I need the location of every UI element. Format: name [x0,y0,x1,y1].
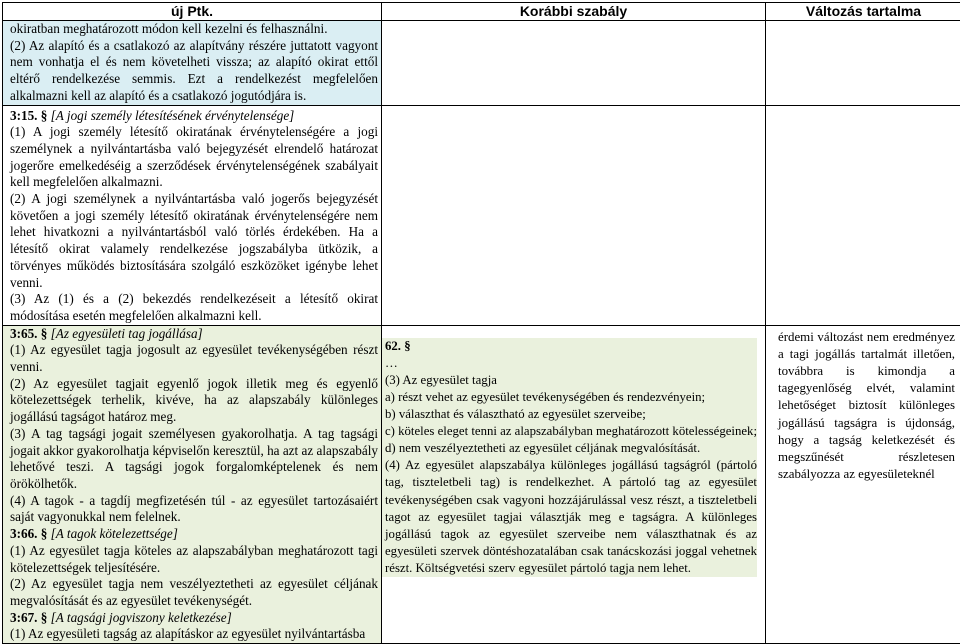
block1-para: (2) Az alapító és a csatlakozó az alapítvány részére juttatott vagyont nem vonhatja el és nem követelheti vissza; az alapító okirat ettől eltérő rendelkezése semmis. Ezt a rendelkezést megfelelően alkalmazni kell az alapító és a csatlakozó jogutódjára is. [10,38,378,105]
block1-para: okiratban meghatározott módon kell kezelni és felhasználni. [10,21,378,38]
block3-para: (1) Az egyesületi tagság az alapításkor az egyesület nyilvántartásba [10,626,378,643]
old-rule-para: b) választhat és választható az egyesület szerveibe; [385,406,757,423]
block2-para: (2) A jogi személynek a nyilvántartásba való jogerős bejegyzését követően a jogi személy létesítő okiratának érvénytelenségére nem lehet hivatkozni a nyilvántartásból való törlés érdekében. Ha a létesítő okirat valamely rendelkezése jogszabályba ütközik, a törvényes működés biztosítására szolgáló eszközöket igénybe lehet venni. [10,191,378,291]
change-cell-block1 [766,21,960,106]
section-heading [10,326,378,343]
block3-para: (1) Az egyesület tagja köteles az alapszabályban meghatározott tagi kötelezettségek teljesítésére. [10,543,378,576]
section-number: 3:67. § [10,610,47,625]
section-heading [10,526,378,543]
old-rule-para: d) nem veszélyeztetheti az egyesület céljának megvalósítását. [385,440,757,457]
block3-para: (4) A tagok - a tagdíj megfizetésén túl - az egyesület tartozásaiért saját vagyonukkal nem felelnek. [10,493,378,526]
block1-text [3,21,381,105]
header-change-content: Változás tartalma [766,3,960,21]
old-rule-para: (3) Az egyesület tagja [385,372,757,389]
section-heading [10,108,378,125]
row-block2 [3,105,960,325]
section-number: 3:65. § [10,326,47,341]
block2-para: (1) A jogi személy létesítő okiratának érvénytelenségére a jogi személynek a nyilvántartásba való bejegyzését elrendelő határozat jogerőre emelkedéséig a szerződések érvénytelenségének szabályait kell megfelelően alkalmazni. [10,124,378,191]
comparison-table [2,2,960,644]
new-ptk-cell-block3 [3,325,382,643]
block3-para: (3) A tag tagsági jogait személyesen gyakorolhatja. A tag tagsági jogait akkor gyakorolhatja képviselőn keresztül, ha azt az alapszabály lehetővé teszi. A tagsági jogok forgalomképtelenek és nem örökölhetők. [10,426,378,493]
change-text: érdemi változást nem eredményez a tagi jogállás tartalmát illetően, továbbra is kimondja a tagegyenlőség elvét, valamint lehetőséget biztosít különleges jogállású tagságra is újdonság, hogy a tagság keletkezését és megszűnését részletesen szabályozza az egyesületeknél [778,329,955,484]
block3-para: (1) Az egyesület tagja jogosult az egyesület tevékenységében részt venni. [10,342,378,375]
old-rule-text [382,338,757,577]
old-rule-para: (4) Az egyesület alapszabálya különleges jogállású tagságról (pártoló tag, tiszteletbeli tag) is rendelkezhet. A pártoló tag az egyesület tevékenységében csak vagyoni hozzájárulással vesz részt, a tiszteletbeli tagot az egyesület tagjai választják meg e tagságra. A különleges jogállású tagok az egyesület szerveibe nem választhatnak és az egyesületi szervek döntéshozatalában csak tanácskozási joggal vehetnek részt. Költségvetési szerv egyesület pártoló tagja nem lehet. [385,457,757,577]
row-block1 [3,21,960,106]
section-title: [Az egyesületi tag jogállása] [51,326,203,341]
header-row [3,3,960,21]
section-title: [A tagok kötelezettsége] [51,526,178,541]
section-title: [A tagsági jogviszony keletkezése] [51,610,232,625]
old-section-number: 62. § [385,338,757,355]
section-heading [10,610,378,627]
change-cell-block3 [766,325,960,643]
old-rule-cell-block1 [382,21,766,106]
row-block3 [3,325,960,643]
change-description [766,326,960,484]
old-rule-para: … [385,355,757,372]
new-ptk-cell-block1 [3,21,382,106]
block3-para: (2) Az egyesület tagjait egyenlő jogok illetik meg és egyenlő kötelezettségek terhelik, kivéve, ha az alapszabály különleges jogállású tagságot határoz meg. [10,376,378,426]
block2-para: (3) Az (1) és a (2) bekezdés rendelkezéseit a létesítő okirat módosítása esetén megfelelően alkalmazni kell. [10,291,378,324]
header-new-ptk: új Ptk. [3,3,382,21]
header-previous-rule: Korábbi szabály [382,3,766,21]
block2-text [3,106,381,325]
section-number: 3:15. § [10,108,47,123]
old-rule-cell-block2 [382,105,766,325]
section-title: [A jogi személy létesítésének érvénytelensége] [51,108,295,123]
change-cell-block2 [766,105,960,325]
old-rule-para: c) köteles eleget tenni az alapszabályban meghatározott kötelességeinek; [385,423,757,440]
section-number: 3:66. § [10,526,47,541]
old-rule-cell-block3 [382,325,766,643]
new-ptk-cell-block2 [3,105,382,325]
old-rule-para: a) részt vehet az egyesület tevékenységében és rendezvényein; [385,389,757,406]
block3-para: (2) Az egyesület tagja nem veszélyeztetheti az egyesület céljának megvalósítását és az egyesület tevékenységét. [10,576,378,609]
block3-text [3,326,381,643]
